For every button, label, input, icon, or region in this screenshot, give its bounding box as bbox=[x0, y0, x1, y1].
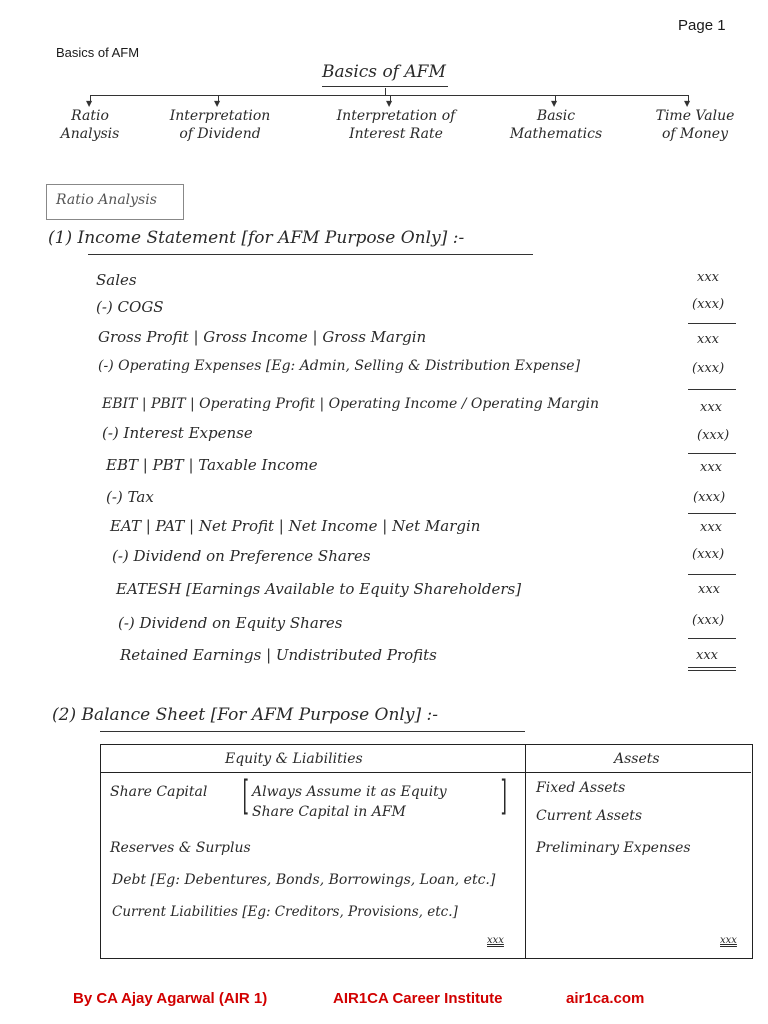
statement-row-label: Retained Earnings | Undistributed Profits bbox=[120, 646, 437, 664]
statement-row-label: (-) Tax bbox=[106, 488, 154, 506]
mindmap-bar bbox=[90, 95, 688, 96]
statement-row-label: Sales bbox=[96, 271, 137, 289]
branch-line2: Mathematics bbox=[509, 126, 603, 142]
current-liabilities-label: Current Liabilities [Eg: Creditors, Provisions, etc.] bbox=[112, 904, 458, 920]
statement-row-amount: xxx bbox=[696, 648, 718, 663]
asset-item: Preliminary Expenses bbox=[536, 840, 691, 856]
column-header-liabilities: Equity & Liabilities bbox=[225, 751, 363, 767]
subtotal-rule bbox=[688, 574, 736, 575]
mindmap-root-underline bbox=[322, 86, 448, 87]
statement-row-label: (-) Dividend on Equity Shares bbox=[118, 614, 343, 632]
statement-row-label: EBIT | PBIT | Operating Profit | Operating Income / Operating Margin bbox=[102, 396, 600, 412]
arrow-down-icon: ▼ bbox=[86, 99, 93, 108]
statement-row-amount: (xxx) bbox=[692, 361, 725, 376]
footer-institute: AIR1CA Career Institute bbox=[333, 990, 503, 1007]
branch-line1: Interpretation bbox=[169, 108, 271, 124]
assets-total: xxx bbox=[720, 935, 737, 946]
branch-line1: Basic bbox=[536, 108, 576, 124]
balance-sheet-heading: (2) Balance Sheet [For AFM Purpose Only] :- bbox=[52, 705, 438, 725]
mindmap-branch bbox=[640, 107, 750, 143]
mindmap-root: Basics of AFM bbox=[322, 62, 446, 82]
statement-row-label: (-) Dividend on Preference Shares bbox=[112, 547, 371, 565]
statement-row-amount: (xxx) bbox=[692, 613, 725, 628]
section-label: Ratio Analysis bbox=[56, 192, 157, 208]
mindmap-branch bbox=[56, 107, 124, 143]
asset-item: Current Assets bbox=[536, 808, 643, 824]
debt-label: Debt [Eg: Debentures, Bonds, Borrowings, Loan, etc.] bbox=[112, 872, 496, 888]
column-header-assets: Assets bbox=[614, 751, 660, 767]
income-statement-heading: (1) Income Statement [for AFM Purpose Only] :- bbox=[48, 228, 465, 248]
subtotal-rule bbox=[688, 323, 736, 324]
heading-underline bbox=[100, 731, 525, 732]
mindmap-branch bbox=[322, 107, 470, 143]
statement-row-amount: (xxx) bbox=[692, 297, 725, 312]
subtotal-rule bbox=[688, 389, 736, 390]
statement-row-amount: xxx bbox=[700, 460, 722, 475]
heading-underline bbox=[88, 254, 533, 255]
branch-line2: Interest Rate bbox=[349, 126, 443, 142]
branch-line1: Ratio bbox=[71, 108, 109, 124]
page-number: Page 1 bbox=[678, 17, 726, 34]
total-rule bbox=[688, 667, 736, 668]
bracket-open: [ bbox=[242, 773, 249, 819]
mindmap-branch bbox=[500, 107, 612, 143]
statement-row-amount: xxx bbox=[697, 332, 719, 347]
statement-row-amount: (xxx) bbox=[692, 547, 725, 562]
branch-line2: of Money bbox=[661, 126, 729, 142]
statement-row-amount: xxx bbox=[697, 270, 719, 285]
statement-row-label: Gross Profit | Gross Income | Gross Margin bbox=[98, 328, 427, 346]
statement-row-label: EBT | PBT | Taxable Income bbox=[106, 456, 318, 474]
arrow-down-icon: ▼ bbox=[551, 99, 558, 108]
branch-line1: Time Value bbox=[655, 108, 735, 124]
branch-line2: Analysis bbox=[60, 126, 120, 142]
branch-line1: Interpretation of bbox=[336, 108, 456, 124]
statement-row-amount: (xxx) bbox=[697, 428, 730, 443]
column-divider bbox=[525, 744, 526, 959]
share-capital-label: Share Capital bbox=[110, 784, 208, 800]
arrow-down-icon: ▼ bbox=[684, 99, 691, 108]
statement-row-label: (-) Operating Expenses [Eg: Admin, Selling & Distribution Expense] bbox=[98, 358, 581, 374]
bracket-close: ] bbox=[500, 773, 507, 819]
footer-author: By CA Ajay Agarwal (AIR 1) bbox=[73, 990, 268, 1007]
total-rule bbox=[688, 670, 736, 671]
subtotal-rule bbox=[688, 513, 736, 514]
liabilities-total: xxx bbox=[487, 935, 504, 946]
statement-row-label: (-) Interest Expense bbox=[102, 424, 253, 442]
statement-row-label: EATESH [Earnings Available to Equity Shareholders] bbox=[116, 580, 522, 598]
arrow-down-icon: ▼ bbox=[214, 99, 221, 108]
footer-website: air1ca.com bbox=[566, 990, 645, 1007]
statement-row-label: EAT | PAT | Net Profit | Net Income | Net Margin bbox=[110, 517, 481, 535]
subtotal-rule bbox=[688, 453, 736, 454]
header-title: Basics of AFM bbox=[56, 45, 140, 60]
share-capital-note: Share Capital in AFM bbox=[252, 804, 406, 820]
arrow-down-icon: ▼ bbox=[386, 99, 393, 108]
reserves-label: Reserves & Surplus bbox=[110, 840, 251, 856]
statement-row-amount: xxx bbox=[700, 520, 722, 535]
statement-row-label: (-) COGS bbox=[96, 298, 164, 316]
branch-line2: of Dividend bbox=[179, 126, 261, 142]
statement-row-amount: (xxx) bbox=[693, 490, 726, 505]
share-capital-note: Always Assume it as Equity bbox=[252, 784, 447, 800]
mindmap-branch bbox=[155, 107, 285, 143]
asset-item: Fixed Assets bbox=[536, 780, 626, 796]
subtotal-rule bbox=[688, 638, 736, 639]
statement-row-amount: xxx bbox=[698, 582, 720, 597]
header-divider bbox=[100, 772, 751, 773]
statement-row-amount: xxx bbox=[700, 400, 722, 415]
